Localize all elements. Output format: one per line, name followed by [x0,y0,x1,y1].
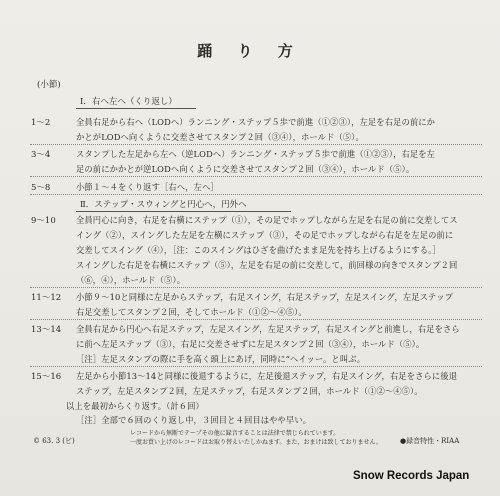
instruction-line: 小節１～４をくり返す［右へ，左へ］ [76,182,219,192]
row-divider [30,194,482,195]
instruction-line: に前へ左足ステップ（③），右足に交差させずに左足スタンプ２回（③④），ホールド（⑤）。 [76,339,425,349]
measure-label-3-4: 3～4 [31,150,51,160]
instruction-line: スイングした右足を右横にステップ（⑤），左足を右足の前に交差して，前回様の向きでスタンプ２回 [76,260,458,270]
measure-label-13-14: 13～14 [31,325,62,335]
copyright-text: © 63. 3 (ビ) [33,437,75,445]
instruction-line: 全員右足から円心へ右足ステップ，左足スイング，左足ステップ，右足スイングと前進し，右足をさら [76,324,460,334]
measure-column-label: (小節) [37,80,61,90]
recording-characteristic: ●録音特性・RIAA [400,437,460,445]
legal-notice [130,430,382,447]
instruction-line: 左足から小節13～14と同様に後退するように，左足後退ステップ，右足スイング，右足をさらに後退 [76,371,458,381]
instruction-line: スタンプした左足から左へ（逆LODへ）ランニング・ステップ５歩で前進（①②③），右足を左 [76,149,436,159]
section-1-underline [76,108,196,109]
instruction-line: 小節９～10と同様に左足からステップ，右足スイング，右足ステップ，左足スイング，左足ステップ [76,292,454,302]
measure-label-9-10: 9～10 [31,216,56,226]
instruction-line: 交差してスイング（④），［注：このスイングはひざを曲げたまま足先を持ち上げるようにする。］ [76,245,441,255]
row-divider [30,144,482,145]
section-2-underline [76,211,291,212]
legal-notice-line: 一度お買い上げのレコードはお取り替えいたしかねます。また，おまけは致しておりません。 [130,438,382,446]
section-2-heading: Ⅱ．ステップ・スウィングと円心へ，円外へ [80,200,247,210]
page-title: 踊 り 方 [197,42,303,60]
measure-label-1-2: 1～2 [31,118,51,128]
instruction-line: イング（②），スイングした左足を左横にステップ（③），その足でホップしながら右足を左足の前に [76,230,454,240]
instruction-line: かとがLODへ向くように交差させてスタンプ２回（③④），ホールド（⑤）。 [76,132,364,142]
legal-notice-line: レコードから無断でテープその他に録音することは法律で禁じられています。 [130,430,340,437]
row-divider [30,319,482,320]
tempo-note: ［注］全部で６回のくり返し中，３回目と４回目はやや早い。 [76,415,312,425]
instruction-note: ［注］左足スタンプの際に手を高く頭上にあげ，同時に“ヘイッー。と叫ぶ。 [76,354,366,364]
watermark-text: Snow Records Japan [353,470,470,482]
instruction-line: 右足交差してスタンプ２回，そしてホールド（①②～④⑤）。 [76,307,307,317]
instruction-line: 全員右足から右へ（LODへ）ランニング・ステップ５歩で前進（①②③），左足を右足の前にか [76,117,436,127]
row-divider [30,176,482,177]
measure-label-11-12: 11～12 [31,293,62,303]
measure-label-15-16: 15～16 [31,372,62,382]
instruction-line: （⑥，④），ホールド（⑤）。 [76,275,186,285]
row-divider [30,287,482,288]
row-divider [30,366,482,367]
repeat-instruction: 以上を最初からくり返す。（計６回） [66,401,204,411]
measure-label-5-8: 5～8 [31,183,51,193]
instruction-line: 足の前にかかとが逆LODへ向くように交差させてスタンプ２回（③④），ホールド（⑤）。 [76,164,415,174]
instruction-line: 全員円心に向き，右足を右横にステップ（①），その足でホップしながら左足を右足の前に交差してス [76,215,458,225]
section-1-heading: Ⅰ．右へ左へ（くり返し） [80,97,177,107]
instruction-line: ステップ，左足スタンプ２回，左足ステップ，右足スタンプ２回，ホールド（①②～④⑤）。 [76,386,423,396]
